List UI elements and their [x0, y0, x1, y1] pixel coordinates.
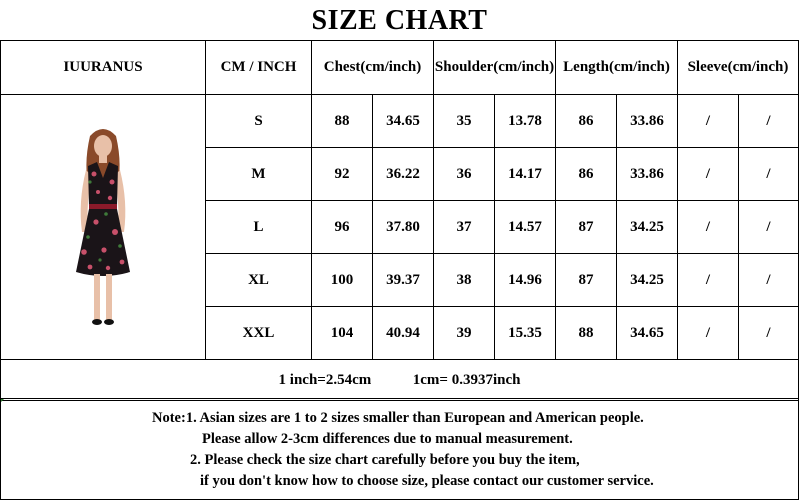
chest-header: Chest(cm/inch) — [312, 41, 434, 95]
note-line-1: Note:1. Asian sizes are 1 to 2 sizes smaller than European and American people. — [152, 410, 644, 426]
size-label: M — [206, 148, 312, 201]
chest-cm: 88 — [312, 95, 373, 148]
shoulder-inch: 14.96 — [495, 254, 556, 307]
model-dress-image — [60, 122, 146, 332]
length-inch: 33.86 — [617, 95, 678, 148]
note-line-4: if you don't know how to choose size, please contact our customer service. — [200, 473, 654, 489]
header-row — [1, 41, 799, 95]
sleeve-inch: / — [739, 95, 799, 148]
length-cm: 86 — [556, 148, 617, 201]
sleeve-inch: / — [739, 254, 799, 307]
shoulder-inch: 15.35 — [495, 307, 556, 360]
sleeve-cm: / — [678, 307, 739, 360]
shoulder-cm: 35 — [434, 95, 495, 148]
conversion-cell — [1, 360, 799, 401]
conversion-row — [1, 360, 799, 401]
sleeve-cm: / — [678, 201, 739, 254]
shoulder-cm: 36 — [434, 148, 495, 201]
size-label: XL — [206, 254, 312, 307]
chest-inch: 40.94 — [373, 307, 434, 360]
length-inch: 34.25 — [617, 201, 678, 254]
product-photo-cell — [1, 95, 206, 360]
length-header: Length(cm/inch) — [556, 41, 678, 95]
sleeve-cm: / — [678, 148, 739, 201]
length-cm: 87 — [556, 254, 617, 307]
cm-to-inch-text: 1cm= 0.3937inch — [412, 371, 521, 388]
sleeve-inch: / — [739, 201, 799, 254]
chest-cm: 92 — [312, 148, 373, 201]
brand-header: IUURANUS — [1, 41, 206, 95]
chest-inch: 34.65 — [373, 95, 434, 148]
shoulder-inch: 13.78 — [495, 95, 556, 148]
shoulder-header: Shoulder(cm/inch) — [434, 41, 556, 95]
sleeve-inch: / — [739, 307, 799, 360]
sleeve-cm: / — [678, 254, 739, 307]
chest-inch: 37.80 — [373, 201, 434, 254]
shoulder-cm: 37 — [434, 201, 495, 254]
sleeve-cm: / — [678, 95, 739, 148]
length-inch: 34.65 — [617, 307, 678, 360]
length-inch: 33.86 — [617, 148, 678, 201]
chest-cm: 96 — [312, 201, 373, 254]
size-label: L — [206, 201, 312, 254]
shoulder-inch: 14.17 — [495, 148, 556, 201]
shoulder-cm: 39 — [434, 307, 495, 360]
chest-inch: 39.37 — [373, 254, 434, 307]
length-cm: 87 — [556, 201, 617, 254]
length-cm: 88 — [556, 307, 617, 360]
notes-box — [0, 398, 799, 500]
sleeve-inch: / — [739, 148, 799, 201]
length-inch: 34.25 — [617, 254, 678, 307]
unit-header: CM / INCH — [206, 41, 312, 95]
chest-cm: 104 — [312, 307, 373, 360]
inch-to-cm-text: 1 inch=2.54cm — [278, 371, 372, 388]
shoulder-cm: 38 — [434, 254, 495, 307]
note-line-3: 2. Please check the size chart carefully before you buy the item, — [190, 452, 580, 468]
size-chart-title: SIZE CHART — [311, 5, 488, 36]
shoulder-inch: 14.57 — [495, 201, 556, 254]
chest-cm: 100 — [312, 254, 373, 307]
size-row-s — [1, 95, 799, 148]
chest-inch: 36.22 — [373, 148, 434, 201]
size-label: S — [206, 95, 312, 148]
sleeve-header: Sleeve(cm/inch) — [678, 41, 799, 95]
size-chart-table — [0, 40, 799, 401]
length-cm: 86 — [556, 95, 617, 148]
note-line-2: Please allow 2-3cm differences due to manual measurement. — [202, 431, 573, 447]
size-label: XXL — [206, 307, 312, 360]
